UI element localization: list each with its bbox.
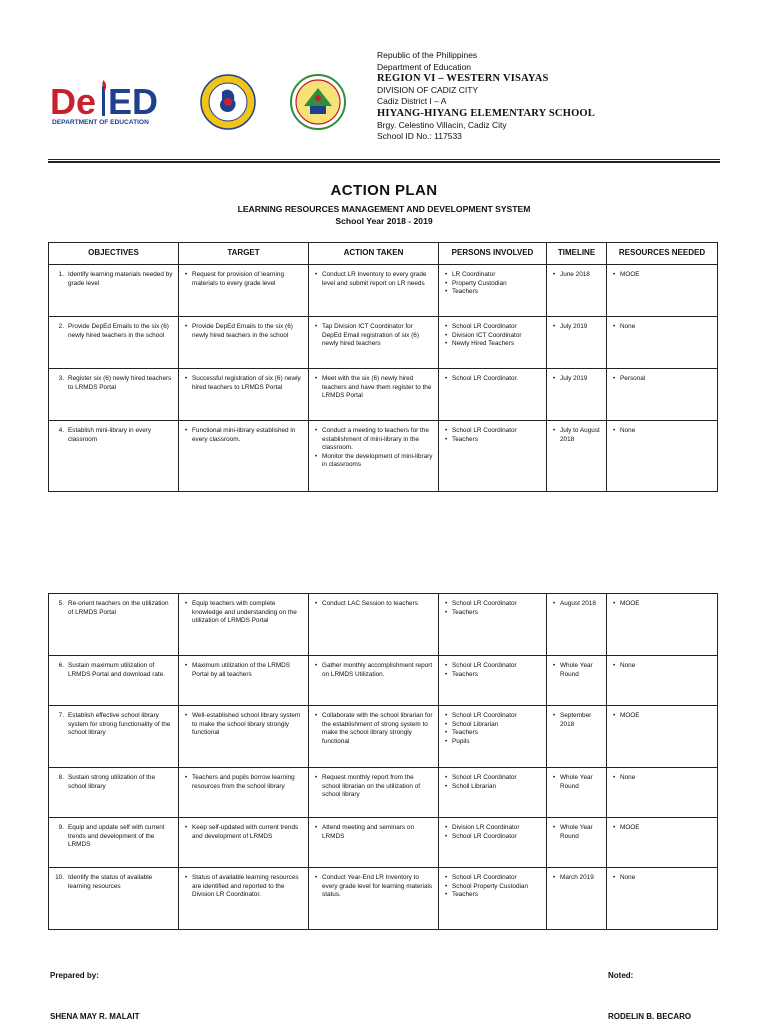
bullet-item: • Meet with the six (6) newly hired teachers and have them register to the LRMDS Portal <box>322 375 433 401</box>
bullet-list <box>612 712 712 721</box>
bullet-item: • School LR Coordinator <box>452 774 541 783</box>
resources-cell <box>607 818 718 868</box>
objective-item <box>54 662 173 679</box>
header-school-id: School ID No.: 117533 <box>377 131 462 142</box>
bullet-item: • July 2019 <box>560 375 601 384</box>
table-header-row <box>49 243 718 265</box>
bullet-list <box>444 427 541 444</box>
bullet-item: • School LR Coordinator <box>452 600 541 609</box>
timeline-cell <box>547 706 607 768</box>
bullet-list <box>612 375 712 384</box>
persons-cell <box>439 868 547 930</box>
timeline-cell <box>547 868 607 930</box>
bullet-item: • Teachers <box>452 671 541 680</box>
persons-cell <box>439 265 547 317</box>
header-division: DIVISION OF CADIZ CITY <box>377 84 479 95</box>
objective-text: Re-orient teachers on the utilization of LRMDS Portal <box>68 600 169 616</box>
target-cell <box>179 317 309 369</box>
bullet-item: • Teachers <box>452 891 541 900</box>
bullet-item: • Division ICT Coordinator <box>452 332 541 341</box>
persons-cell <box>439 369 547 421</box>
bullet-list <box>184 323 303 340</box>
bullet-item: • Keep self-updated with current trends and development of LRMDS <box>192 824 303 841</box>
bullet-list <box>612 271 712 280</box>
target-cell <box>179 656 309 706</box>
bullet-list <box>314 874 433 900</box>
target-cell <box>179 265 309 317</box>
table-row <box>49 594 718 656</box>
resources-cell <box>607 265 718 317</box>
persons-cell <box>439 706 547 768</box>
column-header-objectives: OBJECTIVES <box>49 243 179 265</box>
school-year: School Year 2018 - 2019 <box>335 216 433 226</box>
objective-text: Establish effective school library system for strong functionality of the school library <box>68 712 171 737</box>
deped-logo-text-right: ED <box>108 81 159 122</box>
target-cell <box>179 818 309 868</box>
bullet-item: • Request for provision of learning materials to every grade level <box>192 271 303 288</box>
bullet-list <box>444 712 541 746</box>
resources-cell <box>607 706 718 768</box>
resources-cell <box>607 421 718 492</box>
column-header-resources-needed: RESOURCES NEEDED <box>607 243 718 265</box>
objective-text: Sustain maximum utilization of LRMDS Portal and download rate. <box>68 662 165 678</box>
bullet-item: • Division LR Coordinator <box>452 824 541 833</box>
bullet-item: • March 2019 <box>560 874 601 883</box>
objective-cell <box>49 421 179 492</box>
bullet-list <box>552 712 601 729</box>
bullet-item: • September 2018 <box>560 712 601 729</box>
objective-cell <box>49 317 179 369</box>
objective-cell <box>49 265 179 317</box>
column-header-action-taken: ACTION TAKEN <box>309 243 439 265</box>
header-department: Department of Education <box>377 61 472 72</box>
objective-item <box>54 774 173 791</box>
bullet-item: • Whole Year Round <box>560 662 601 679</box>
objective-number: 10. <box>55 874 64 881</box>
bullet-item: • School Property Custodian <box>452 883 541 892</box>
header-district: Cadiz District I – A <box>377 96 447 107</box>
bullet-item: • Status of available learning resources are identified and reported to the Division LR Coordinator. <box>192 874 303 900</box>
bullet-item: • School LR Coordinator <box>452 874 541 883</box>
resources-cell <box>607 317 718 369</box>
bullet-item: • Whole Year Round <box>560 774 601 791</box>
noted-by-name: RODELIN B. BECARO <box>608 1012 692 1021</box>
table-row <box>49 706 718 768</box>
bullet-list <box>314 271 433 288</box>
document-subtitle: LEARNING RESOURCES MANAGEMENT AND DEVELOPMENT SYSTEM <box>237 204 531 214</box>
objective-cell <box>49 818 179 868</box>
school-header <box>377 50 595 143</box>
action-cell <box>309 369 439 421</box>
timeline-cell <box>547 421 607 492</box>
deped-logo-caption: DEPARTMENT OF EDUCATION <box>52 119 149 126</box>
objective-number: 6. <box>58 662 64 669</box>
division-seal <box>200 74 256 130</box>
bullet-list <box>184 600 303 626</box>
bullet-item: • July 2019 <box>560 323 601 332</box>
objective-number: 3. <box>58 375 64 382</box>
bullet-item: • School LR Coordinator <box>452 323 541 332</box>
bullet-list <box>444 774 541 791</box>
bullet-item: • August 2018 <box>560 600 601 609</box>
bullet-list <box>314 600 433 609</box>
objective-cell <box>49 768 179 818</box>
bullet-item: • Pupils <box>452 738 541 747</box>
bullet-list <box>184 375 303 392</box>
document-title: ACTION PLAN <box>330 182 438 199</box>
header-region: REGION VI – WESTERN VISAYAS <box>377 73 549 85</box>
bullet-item: • None <box>620 774 712 783</box>
bullet-item: • Teachers and pupils borrow learning resources from the school library <box>192 774 303 791</box>
noted-label: Noted: <box>608 971 634 980</box>
objective-item <box>54 271 173 288</box>
bullet-item: • School Librarian <box>452 721 541 730</box>
table-row <box>49 768 718 818</box>
bullet-item: • Personal <box>620 375 712 384</box>
bullet-item: • Functional mini-library established in every classroom. <box>192 427 303 444</box>
bullet-item: • MOOE <box>620 600 712 609</box>
bullet-list <box>314 427 433 470</box>
bullet-item: • None <box>620 323 712 332</box>
timeline-cell <box>547 768 607 818</box>
bullet-item: • Attend meeting and seminars on LRMDS <box>322 824 433 841</box>
bullet-list <box>444 375 541 384</box>
persons-cell <box>439 317 547 369</box>
target-cell <box>179 706 309 768</box>
bullet-item: • School LR Coordinator <box>452 712 541 721</box>
objective-number: 7. <box>58 712 64 719</box>
bullet-item: • Conduct Year-End LR Inventory to every grade level for learning materials status. <box>322 874 433 900</box>
bullet-item: • LR Coordinator <box>452 271 541 280</box>
resources-cell <box>607 594 718 656</box>
objective-number: 5. <box>58 600 64 607</box>
action-cell <box>309 818 439 868</box>
bullet-item: • None <box>620 662 712 671</box>
objective-number: 9. <box>58 824 64 831</box>
bullet-item: • July to August 2018 <box>560 427 601 444</box>
objective-item <box>54 874 173 891</box>
bullet-list <box>314 323 433 349</box>
bullet-list <box>552 874 601 883</box>
bullet-item: • Successful registration of six (6) newly hired teachers to LRMDS Portal <box>192 375 303 392</box>
bullet-list <box>612 323 712 332</box>
objective-number: 4. <box>58 427 64 434</box>
objective-text: Identify the status of available learning resources <box>68 874 153 890</box>
bullet-list <box>612 662 712 671</box>
bullet-item: • Teachers <box>452 609 541 618</box>
timeline-cell <box>547 656 607 706</box>
table-row <box>49 369 718 421</box>
table-row <box>49 421 718 492</box>
bullet-item: • Tap Division ICT Coordinator for DepEd Email registration of six (6) newly hired teachers <box>322 323 433 349</box>
bullet-item: • MOOE <box>620 712 712 721</box>
persons-cell <box>439 594 547 656</box>
bullet-list <box>612 774 712 783</box>
bullet-item: • MOOE <box>620 824 712 833</box>
bullet-item: • None <box>620 874 712 883</box>
bullet-item: • Whole Year Round <box>560 824 601 841</box>
deped-logo-text-left: De <box>50 81 97 122</box>
bullet-list <box>184 874 303 900</box>
bullet-item: • Request monthly report from the school librarian on the utilization of school library <box>322 774 433 800</box>
timeline-cell <box>547 265 607 317</box>
objective-cell <box>49 706 179 768</box>
target-cell <box>179 868 309 930</box>
bullet-item: • Gather monthly accomplishment report on LRMDS Utilization. <box>322 662 433 679</box>
bullet-item: • School LR Coordinator <box>452 833 541 842</box>
bullet-item: • None <box>620 427 712 436</box>
bullet-list <box>552 662 601 679</box>
persons-cell <box>439 421 547 492</box>
bullet-item: • Maximum utilization of the LRMDS Portal by all teachers <box>192 662 303 679</box>
table-row <box>49 317 718 369</box>
timeline-cell <box>547 818 607 868</box>
action-cell <box>309 317 439 369</box>
bullet-item: • June 2018 <box>560 271 601 280</box>
target-cell <box>179 768 309 818</box>
objective-text: Establish mini-library in every classroom <box>68 427 152 443</box>
table-row <box>49 265 718 317</box>
action-cell <box>309 656 439 706</box>
bullet-list <box>552 375 601 384</box>
bullet-item: • Well-established school library system to make the school library strongly functional <box>192 712 303 738</box>
objective-item <box>54 600 173 617</box>
bullet-item: • MOOE <box>620 271 712 280</box>
table-row <box>49 868 718 930</box>
school-seal <box>290 74 346 130</box>
objective-item <box>54 323 173 340</box>
objective-cell <box>49 594 179 656</box>
bullet-list <box>444 271 541 297</box>
bullet-list <box>444 323 541 349</box>
persons-cell <box>439 768 547 818</box>
bullet-list <box>612 874 712 883</box>
action-cell <box>309 768 439 818</box>
prepared-by-label: Prepared by: <box>50 971 99 980</box>
bullet-item: • Teachers <box>452 729 541 738</box>
column-header-timeline: TIMELINE <box>547 243 607 265</box>
timeline-cell <box>547 594 607 656</box>
bullet-item: • Scholl Librarian <box>452 783 541 792</box>
bullet-list <box>314 375 433 401</box>
bullet-item: • Collaborate with the school librarian for the establishment of strong system to make the school library strongly functional <box>322 712 433 746</box>
action-cell <box>309 265 439 317</box>
bullet-item: • Teachers <box>452 288 541 297</box>
action-plan-table-page1 <box>48 242 718 492</box>
objective-text: Register six (6) newly hired teachers to LRMDS Portal <box>68 375 172 391</box>
objective-text: Equip and update self with current trends and development of the LRMDS <box>68 824 165 849</box>
bullet-item: • Equip teachers with complete knowledge and understanding on the utilization of LRMDS Portal <box>192 600 303 626</box>
bullet-item: • Provide DepEd Emails to the six (6) newly hired teachers in the school <box>192 323 303 340</box>
action-cell <box>309 706 439 768</box>
bullet-item: • School LR Coordinator <box>452 427 541 436</box>
header-address: Brgy. Celestino Villacin, Cadiz City <box>377 119 507 130</box>
resources-cell <box>607 768 718 818</box>
bullet-list <box>184 712 303 738</box>
bullet-list <box>184 774 303 791</box>
objective-number: 1. <box>58 271 64 278</box>
action-cell <box>309 868 439 930</box>
persons-cell <box>439 818 547 868</box>
bullet-list <box>314 712 433 746</box>
action-cell <box>309 594 439 656</box>
bullet-list <box>314 774 433 800</box>
target-cell <box>179 421 309 492</box>
action-cell <box>309 421 439 492</box>
bullet-list <box>314 824 433 841</box>
header-school-name: HIYANG-HIYANG ELEMENTARY SCHOOL <box>377 107 596 119</box>
objective-item <box>54 427 173 444</box>
column-header-target: TARGET <box>179 243 309 265</box>
header-republic: Republic of the Philippines <box>377 50 478 60</box>
target-cell <box>179 594 309 656</box>
bullet-item: • Teachers <box>452 436 541 445</box>
bullet-list <box>184 662 303 679</box>
objective-item <box>54 824 173 850</box>
bullet-list <box>612 600 712 609</box>
bullet-list <box>552 774 601 791</box>
table-row <box>49 818 718 868</box>
bullet-list <box>314 662 433 679</box>
bullet-list <box>444 874 541 900</box>
target-cell <box>179 369 309 421</box>
bullet-list <box>444 824 541 841</box>
resources-cell <box>607 369 718 421</box>
objective-item <box>54 375 173 392</box>
bullet-item: • Conduct a meeting to teachers for the establishment of mini-library in the classroom. <box>322 427 433 453</box>
bullet-item: • Property Custodian <box>452 280 541 289</box>
objective-text: Identify learning materials needed by grade level <box>68 271 173 287</box>
bullet-list <box>552 600 601 609</box>
objective-cell <box>49 369 179 421</box>
bullet-list <box>184 271 303 288</box>
objective-text: Sustain strong utilization of the school library <box>68 774 156 790</box>
prepared-by-name: SHENA MAY R. MALAIT <box>50 1012 140 1021</box>
resources-cell <box>607 868 718 930</box>
bullet-item: • Newly Hired Teachers <box>452 340 541 349</box>
header-divider <box>48 159 720 163</box>
bullet-list <box>612 824 712 833</box>
table-row <box>49 656 718 706</box>
action-plan-table-page2 <box>48 593 718 930</box>
bullet-list <box>444 600 541 617</box>
bullet-list <box>184 824 303 841</box>
bullet-list <box>552 824 601 841</box>
objective-cell <box>49 656 179 706</box>
bullet-list <box>552 323 601 332</box>
persons-cell <box>439 656 547 706</box>
objective-number: 8. <box>58 774 64 781</box>
objective-cell <box>49 868 179 930</box>
bullet-item: • School LR Coordinator. <box>452 375 541 384</box>
objective-text: Provide DepEd Emails to the six (6) newly hired teachers in the school <box>68 323 169 339</box>
bullet-item: • School LR Coordinator <box>452 662 541 671</box>
bullet-list <box>184 427 303 444</box>
bullet-item: • Conduct LAC Session to teachers <box>322 600 433 609</box>
bullet-list <box>444 662 541 679</box>
timeline-cell <box>547 369 607 421</box>
resources-cell <box>607 656 718 706</box>
objective-number: 2. <box>58 323 64 330</box>
bullet-list <box>552 427 601 444</box>
bullet-list <box>612 427 712 436</box>
bullet-item: • Monitor the development of mini-library in classrooms <box>322 453 433 470</box>
bullet-list <box>552 271 601 280</box>
deped-logo <box>48 78 173 128</box>
timeline-cell <box>547 317 607 369</box>
column-header-persons-involved: PERSONS INVOLVED <box>439 243 547 265</box>
bullet-item: • Conduct LR Inventory to every grade level and submit report on LR needs <box>322 271 433 288</box>
objective-item <box>54 712 173 738</box>
